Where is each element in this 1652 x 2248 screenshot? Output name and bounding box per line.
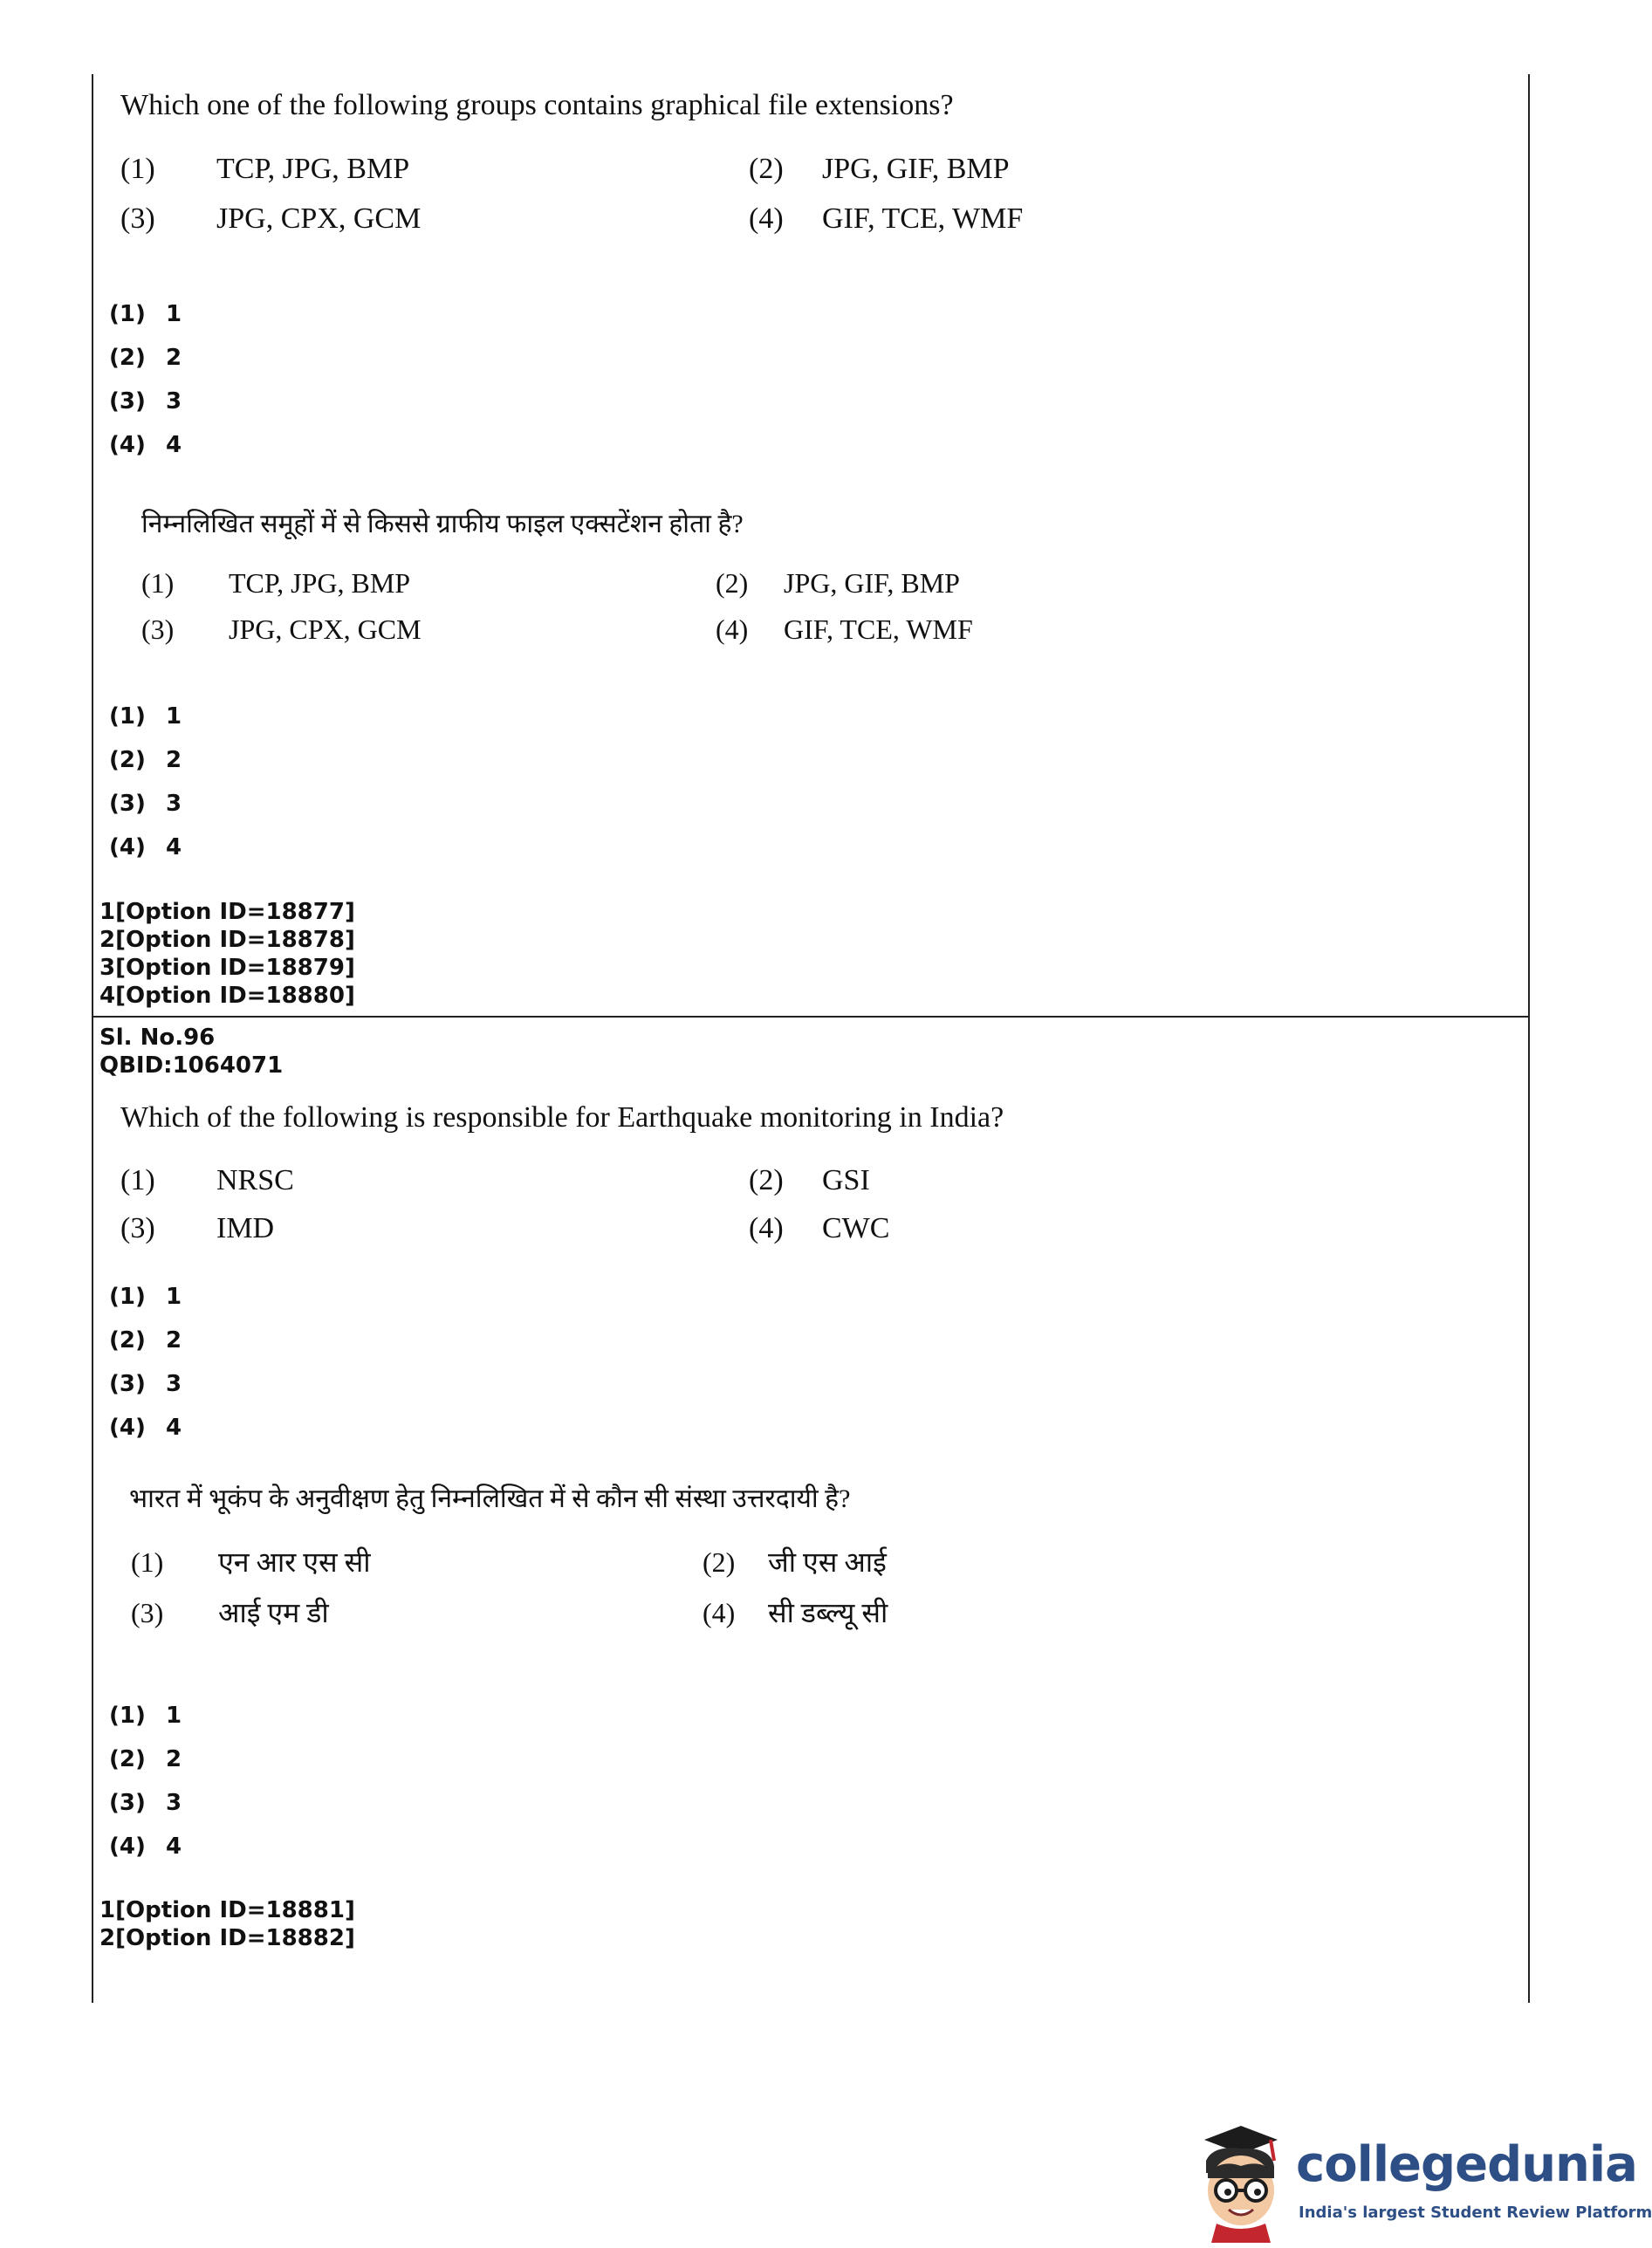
answer-choice[interactable]: (4) 4 [109, 834, 182, 860]
logo-tagline: India's largest Student Review Platform [1299, 2203, 1652, 2222]
question-text-en: Which of the following is responsible for Earthquake monitoring in India? [120, 1101, 1004, 1134]
serial-number: Sl. No.96 [99, 1025, 216, 1051]
answer-choice[interactable]: (1) 1 [109, 703, 182, 730]
option-3: (3) आई एम डी [131, 1597, 329, 1628]
option-id: 2[Option ID=18878] [99, 927, 355, 953]
mascot-icon [1187, 2121, 1292, 2243]
option-3: (3) JPG, CPX, GCM [120, 202, 422, 235]
answer-choice[interactable]: (3) 3 [109, 791, 182, 817]
answer-choice[interactable]: (4) 4 [109, 432, 182, 458]
option-2: (2) जी एस आई [703, 1546, 887, 1578]
answer-choice[interactable]: (4) 4 [109, 1415, 182, 1441]
option-3: (3) IMD [120, 1212, 275, 1244]
answer-list-hi [109, 695, 182, 869]
option-2: (2) GSI [749, 1164, 870, 1196]
answer-choice[interactable]: (4) 4 [109, 1833, 182, 1860]
question-bank-id: QBID:1064071 [99, 1052, 284, 1079]
collegedunia-logo[interactable] [1187, 2121, 1652, 2243]
option-id: 1[Option ID=18881] [99, 1897, 355, 1923]
answer-choice[interactable]: (1) 1 [109, 301, 182, 327]
option-2: (2) JPG, GIF, BMP [749, 153, 1010, 185]
option-id: 2[Option ID=18882] [99, 1925, 355, 1951]
option-id-list [99, 1896, 355, 1952]
answer-choice[interactable]: (1) 1 [109, 1284, 182, 1310]
answer-choice[interactable]: (2) 2 [109, 1746, 182, 1772]
option-4: (4) GIF, TCE, WMF [749, 202, 1024, 235]
answer-choice[interactable]: (2) 2 [109, 1327, 182, 1354]
option-4: (4) GIF, TCE, WMF [716, 613, 973, 645]
question-text-hi: निम्नलिखित समूहों में से किससे ग्राफीय फाइल एक्सटेंशन होता है? [141, 510, 744, 538]
question-text-hi: भारत में भूकंप के अनुवीक्षण हेतु निम्नलिखित में से कौन सी संस्था उत्तरदायी है? [129, 1484, 851, 1513]
answer-list-en [109, 1275, 182, 1450]
answer-list-hi [109, 1694, 182, 1868]
answer-choice[interactable]: (2) 2 [109, 747, 182, 773]
answer-choice[interactable]: (1) 1 [109, 1703, 182, 1729]
answer-choice[interactable]: (3) 3 [109, 1790, 182, 1816]
option-id: 4[Option ID=18880] [99, 983, 355, 1009]
answer-list-en [109, 292, 182, 467]
option-4: (4) CWC [749, 1212, 890, 1244]
question-divider [92, 1016, 1530, 1018]
option-1: (1) एन आर एस सी [131, 1546, 371, 1578]
answer-choice[interactable]: (2) 2 [109, 345, 182, 371]
option-id-list [99, 898, 355, 1010]
logo-wordmark: collegedunia [1296, 2136, 1637, 2193]
option-id: 3[Option ID=18879] [99, 955, 355, 981]
answer-choice[interactable]: (3) 3 [109, 1371, 182, 1397]
option-3: (3) JPG, CPX, GCM [141, 613, 422, 645]
question-header [99, 1024, 283, 1079]
option-1: (1) NRSC [120, 1164, 294, 1196]
option-2: (2) JPG, GIF, BMP [716, 567, 960, 599]
option-id: 1[Option ID=18877] [99, 899, 355, 925]
page-border-right [1528, 74, 1530, 2003]
question-text-en: Which one of the following groups contains graphical file extensions? [120, 89, 954, 121]
option-4: (4) सी डब्ल्यू सी [703, 1597, 888, 1628]
page-border-left [92, 74, 93, 2003]
option-1: (1) TCP, JPG, BMP [120, 153, 410, 185]
option-1: (1) TCP, JPG, BMP [141, 567, 411, 599]
answer-choice[interactable]: (3) 3 [109, 388, 182, 415]
